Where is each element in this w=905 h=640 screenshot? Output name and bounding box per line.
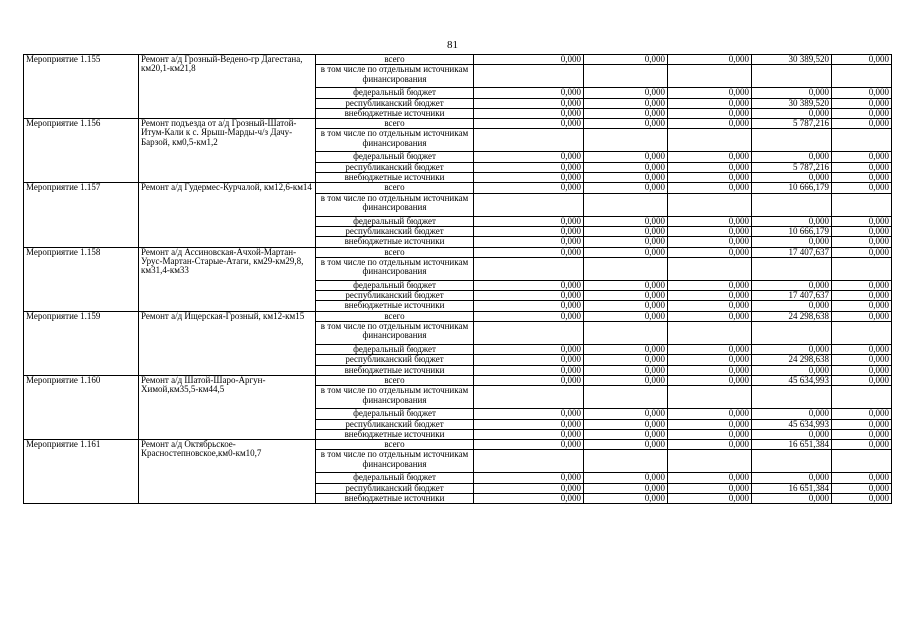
value-cell: 0,000 (832, 216, 892, 226)
funding-source-cell: всего (316, 440, 474, 450)
value-cell: 30 389,520 (752, 98, 832, 108)
funding-source-cell: всего (316, 119, 474, 129)
value-cell: 0,000 (832, 355, 892, 365)
value-cell: 0,000 (832, 440, 892, 450)
value-cell: 0,000 (832, 173, 892, 183)
value-cell: 0,000 (752, 473, 832, 483)
value-cell (668, 65, 752, 88)
event-name-cell: Ремонт а/д Гудермес-Курчалой, км12,6-км14 (139, 183, 316, 247)
value-cell: 0,000 (474, 226, 584, 236)
value-cell: 0,000 (474, 152, 584, 162)
table-row (24, 55, 892, 65)
value-cell: 0,000 (832, 108, 892, 118)
funding-source-cell: республиканский бюджет (316, 419, 474, 429)
value-cell: 0,000 (474, 345, 584, 355)
value-cell (752, 450, 832, 473)
value-cell (832, 257, 892, 280)
value-cell: 45 634,993 (752, 375, 832, 385)
event-name-cell: Ремонт подъезда от а/д Грозный-Шатой-Итум-Кали к с. Ярыш-Марды-ч/з Дачу-Барзой, км0,5-км1,2 (139, 119, 316, 183)
funding-source-cell: федеральный бюджет (316, 216, 474, 226)
event-name-cell: Ремонт а/д Грозный-Ведено-гр Дагестана, км20,1-км21,8 (139, 55, 316, 119)
value-cell: 0,000 (752, 409, 832, 419)
funding-source-cell: в том числе по отдельным источникам финансирования (316, 193, 474, 216)
value-cell: 0,000 (832, 119, 892, 129)
value-cell: 0,000 (584, 55, 668, 65)
value-cell (752, 322, 832, 345)
value-cell: 0,000 (832, 226, 892, 236)
value-cell: 0,000 (832, 365, 892, 375)
value-cell: 0,000 (474, 216, 584, 226)
value-cell (584, 322, 668, 345)
value-cell: 0,000 (584, 173, 668, 183)
value-cell: 0,000 (668, 280, 752, 290)
value-cell: 0,000 (584, 183, 668, 193)
value-cell: 0,000 (832, 183, 892, 193)
funding-source-cell: внебюджетные источники (316, 108, 474, 118)
value-cell: 0,000 (832, 429, 892, 439)
value-cell: 0,000 (668, 152, 752, 162)
value-cell: 0,000 (668, 237, 752, 247)
value-cell: 0,000 (584, 375, 668, 385)
value-cell: 0,000 (584, 419, 668, 429)
value-cell: 0,000 (584, 247, 668, 257)
value-cell: 0,000 (832, 301, 892, 311)
value-cell: 0,000 (832, 162, 892, 172)
value-cell (584, 129, 668, 152)
page-number: 81 (447, 39, 458, 51)
funding-source-cell: всего (316, 183, 474, 193)
value-cell: 0,000 (832, 311, 892, 321)
event-id-cell: Мероприятие 1.155 (24, 55, 139, 119)
table-row (24, 119, 892, 129)
funding-source-cell: республиканский бюджет (316, 98, 474, 108)
value-cell: 0,000 (474, 183, 584, 193)
value-cell (668, 193, 752, 216)
value-cell: 0,000 (474, 88, 584, 98)
value-cell: 0,000 (752, 429, 832, 439)
funding-source-cell: в том числе по отдельным источникам финансирования (316, 65, 474, 88)
value-cell: 0,000 (584, 98, 668, 108)
value-cell: 0,000 (832, 345, 892, 355)
value-cell: 0,000 (474, 55, 584, 65)
value-cell (474, 450, 584, 473)
value-cell: 0,000 (474, 429, 584, 439)
funding-source-cell: внебюджетные источники (316, 429, 474, 439)
funding-source-cell: республиканский бюджет (316, 226, 474, 236)
value-cell (832, 450, 892, 473)
funding-source-cell: внебюджетные источники (316, 494, 474, 504)
value-cell (752, 386, 832, 409)
value-cell: 0,000 (752, 88, 832, 98)
event-name-cell: Ремонт а/д Ассиновская-Ачхой-Мартан-Урус-Мартан-Старые-Атаги, км29-км29,8, км31,4-км33 (139, 247, 316, 311)
financing-table (23, 54, 892, 504)
value-cell (474, 386, 584, 409)
value-cell: 0,000 (474, 440, 584, 450)
value-cell: 0,000 (584, 473, 668, 483)
funding-source-cell: республиканский бюджет (316, 483, 474, 493)
value-cell (474, 193, 584, 216)
value-cell (752, 65, 832, 88)
value-cell: 0,000 (668, 88, 752, 98)
value-cell: 0,000 (832, 88, 892, 98)
value-cell: 0,000 (832, 55, 892, 65)
value-cell: 0,000 (474, 98, 584, 108)
value-cell: 0,000 (668, 119, 752, 129)
value-cell: 0,000 (752, 301, 832, 311)
value-cell: 0,000 (474, 311, 584, 321)
value-cell: 0,000 (752, 152, 832, 162)
value-cell: 0,000 (474, 375, 584, 385)
value-cell: 5 787,216 (752, 162, 832, 172)
value-cell (752, 193, 832, 216)
value-cell: 0,000 (474, 365, 584, 375)
value-cell: 0,000 (832, 483, 892, 493)
value-cell: 0,000 (752, 216, 832, 226)
value-cell: 0,000 (584, 216, 668, 226)
funding-source-cell: федеральный бюджет (316, 345, 474, 355)
value-cell: 0,000 (668, 473, 752, 483)
event-id-cell: Мероприятие 1.157 (24, 183, 139, 247)
value-cell: 0,000 (584, 311, 668, 321)
value-cell: 0,000 (668, 355, 752, 365)
value-cell (668, 386, 752, 409)
value-cell: 0,000 (584, 291, 668, 301)
event-name-cell: Ремонт а/д Шатой-Шаро-Аргун-Химой,км35,5-км44,5 (139, 375, 316, 439)
funding-source-cell: внебюджетные источники (316, 173, 474, 183)
value-cell: 0,000 (584, 152, 668, 162)
funding-source-cell: в том числе по отдельным источникам финансирования (316, 450, 474, 473)
value-cell: 0,000 (584, 494, 668, 504)
value-cell: 0,000 (474, 280, 584, 290)
value-cell: 16 651,384 (752, 483, 832, 493)
funding-source-cell: внебюджетные источники (316, 301, 474, 311)
value-cell: 0,000 (668, 183, 752, 193)
funding-source-cell: внебюджетные источники (316, 237, 474, 247)
value-cell (584, 257, 668, 280)
value-cell: 0,000 (474, 409, 584, 419)
value-cell (584, 65, 668, 88)
value-cell: 0,000 (668, 483, 752, 493)
value-cell: 0,000 (752, 345, 832, 355)
value-cell (832, 65, 892, 88)
value-cell (668, 129, 752, 152)
value-cell: 0,000 (584, 226, 668, 236)
funding-source-cell: всего (316, 247, 474, 257)
value-cell (668, 450, 752, 473)
value-cell: 0,000 (584, 301, 668, 311)
value-cell (474, 257, 584, 280)
funding-source-cell: федеральный бюджет (316, 473, 474, 483)
value-cell: 0,000 (474, 419, 584, 429)
value-cell: 0,000 (584, 119, 668, 129)
funding-source-cell: всего (316, 55, 474, 65)
value-cell: 0,000 (474, 494, 584, 504)
value-cell: 0,000 (668, 173, 752, 183)
value-cell: 0,000 (584, 409, 668, 419)
value-cell: 0,000 (832, 247, 892, 257)
value-cell: 0,000 (474, 119, 584, 129)
value-cell (832, 129, 892, 152)
value-cell: 24 298,638 (752, 311, 832, 321)
funding-source-cell: в том числе по отдельным источникам финансирования (316, 129, 474, 152)
funding-source-cell: федеральный бюджет (316, 409, 474, 419)
value-cell: 0,000 (832, 473, 892, 483)
value-cell: 0,000 (752, 108, 832, 118)
value-cell: 16 651,384 (752, 440, 832, 450)
funding-source-cell: республиканский бюджет (316, 355, 474, 365)
event-id-cell: Мероприятие 1.159 (24, 311, 139, 375)
table-row (24, 440, 892, 450)
value-cell: 0,000 (584, 237, 668, 247)
value-cell: 24 298,638 (752, 355, 832, 365)
value-cell: 0,000 (584, 429, 668, 439)
value-cell: 0,000 (668, 311, 752, 321)
value-cell: 0,000 (584, 108, 668, 118)
value-cell: 0,000 (584, 483, 668, 493)
value-cell: 0,000 (668, 301, 752, 311)
value-cell: 0,000 (832, 419, 892, 429)
table-row (24, 247, 892, 257)
event-name-cell: Ремонт а/д Октябрьское-Красностепновское,км0-км10,7 (139, 440, 316, 504)
value-cell: 10 666,179 (752, 226, 832, 236)
table-row (24, 375, 892, 385)
value-cell: 0,000 (668, 429, 752, 439)
value-cell: 0,000 (752, 173, 832, 183)
value-cell: 0,000 (474, 301, 584, 311)
value-cell: 0,000 (474, 108, 584, 118)
value-cell (668, 322, 752, 345)
value-cell: 0,000 (752, 365, 832, 375)
value-cell: 0,000 (668, 419, 752, 429)
value-cell: 10 666,179 (752, 183, 832, 193)
value-cell: 0,000 (584, 365, 668, 375)
value-cell: 17 407,637 (752, 247, 832, 257)
value-cell (832, 322, 892, 345)
value-cell (752, 257, 832, 280)
value-cell: 0,000 (752, 280, 832, 290)
value-cell (584, 450, 668, 473)
event-name-cell: Ремонт а/д Ищерская-Грозный, км12-км15 (139, 311, 316, 375)
value-cell: 0,000 (584, 162, 668, 172)
value-cell (832, 193, 892, 216)
funding-source-cell: федеральный бюджет (316, 280, 474, 290)
value-cell: 0,000 (474, 162, 584, 172)
value-cell: 0,000 (668, 162, 752, 172)
value-cell: 0,000 (832, 291, 892, 301)
value-cell: 0,000 (668, 98, 752, 108)
value-cell: 0,000 (474, 291, 584, 301)
value-cell: 0,000 (832, 237, 892, 247)
table-row (24, 311, 892, 321)
funding-source-cell: федеральный бюджет (316, 152, 474, 162)
value-cell: 5 787,216 (752, 119, 832, 129)
funding-source-cell: в том числе по отдельным источникам финансирования (316, 386, 474, 409)
value-cell: 0,000 (668, 365, 752, 375)
event-id-cell: Мероприятие 1.160 (24, 375, 139, 439)
value-cell: 0,000 (752, 237, 832, 247)
value-cell: 0,000 (474, 355, 584, 365)
table-row (24, 183, 892, 193)
value-cell: 0,000 (668, 55, 752, 65)
value-cell: 0,000 (584, 440, 668, 450)
value-cell: 0,000 (474, 247, 584, 257)
value-cell: 0,000 (474, 237, 584, 247)
value-cell (474, 322, 584, 345)
table-body (24, 55, 892, 504)
event-id-cell: Мероприятие 1.161 (24, 440, 139, 504)
value-cell: 30 389,520 (752, 55, 832, 65)
value-cell: 0,000 (584, 88, 668, 98)
value-cell: 0,000 (832, 98, 892, 108)
funding-source-cell: республиканский бюджет (316, 291, 474, 301)
value-cell (668, 257, 752, 280)
funding-source-cell: всего (316, 311, 474, 321)
value-cell: 0,000 (668, 375, 752, 385)
funding-source-cell: в том числе по отдельным источникам финансирования (316, 322, 474, 345)
value-cell: 0,000 (668, 409, 752, 419)
event-id-cell: Мероприятие 1.156 (24, 119, 139, 183)
event-id-cell: Мероприятие 1.158 (24, 247, 139, 311)
value-cell: 0,000 (668, 108, 752, 118)
value-cell: 0,000 (474, 473, 584, 483)
value-cell (584, 193, 668, 216)
value-cell: 0,000 (668, 494, 752, 504)
value-cell: 17 407,637 (752, 291, 832, 301)
value-cell: 0,000 (474, 483, 584, 493)
value-cell: 0,000 (668, 216, 752, 226)
value-cell: 0,000 (668, 247, 752, 257)
value-cell: 0,000 (832, 494, 892, 504)
value-cell: 0,000 (668, 440, 752, 450)
value-cell (584, 386, 668, 409)
value-cell: 0,000 (584, 280, 668, 290)
value-cell: 0,000 (668, 226, 752, 236)
value-cell (752, 129, 832, 152)
value-cell: 0,000 (832, 409, 892, 419)
value-cell: 0,000 (668, 291, 752, 301)
value-cell: 0,000 (832, 375, 892, 385)
value-cell: 0,000 (668, 345, 752, 355)
funding-source-cell: в том числе по отдельным источникам финансирования (316, 257, 474, 280)
value-cell: 0,000 (752, 494, 832, 504)
funding-source-cell: федеральный бюджет (316, 88, 474, 98)
value-cell (474, 129, 584, 152)
value-cell: 0,000 (584, 345, 668, 355)
value-cell: 45 634,993 (752, 419, 832, 429)
value-cell (474, 65, 584, 88)
funding-source-cell: внебюджетные источники (316, 365, 474, 375)
value-cell: 0,000 (584, 355, 668, 365)
value-cell (832, 386, 892, 409)
funding-source-cell: республиканский бюджет (316, 162, 474, 172)
funding-source-cell: всего (316, 375, 474, 385)
value-cell: 0,000 (832, 280, 892, 290)
value-cell: 0,000 (832, 152, 892, 162)
value-cell: 0,000 (474, 173, 584, 183)
